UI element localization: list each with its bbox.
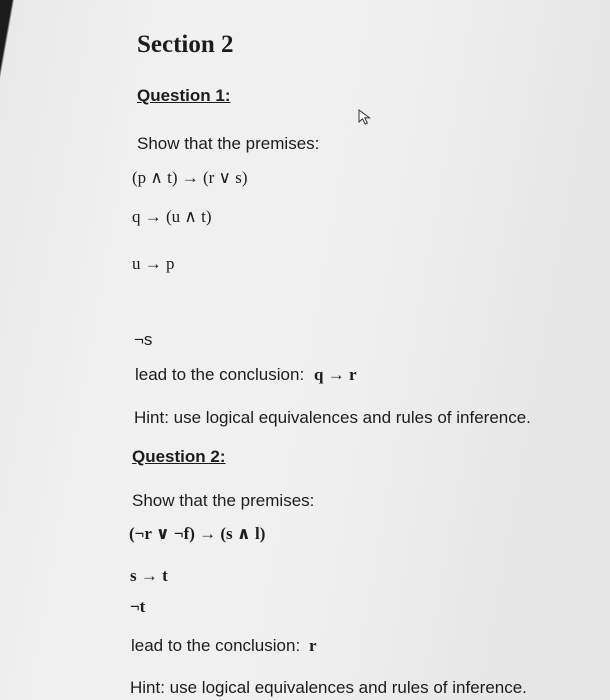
question-1-conclusion-label: lead to the conclusion: xyxy=(135,365,305,384)
question-2-conclusion-label: lead to the conclusion: xyxy=(131,636,301,655)
question-1-hint: Hint: use logical equivalences and rules of inference. xyxy=(134,408,531,427)
question-2-heading: Question 2: xyxy=(132,447,226,466)
section-title: Section 2 xyxy=(137,31,234,58)
question-1-intro: Show that the premises: xyxy=(137,134,320,153)
question-1-premise-1: (p ∧ t) → (r ∨ s) xyxy=(132,168,248,187)
document-page xyxy=(14,0,610,700)
question-2-intro: Show that the premises: xyxy=(132,491,315,510)
question-1-heading: Question 1: xyxy=(137,86,231,105)
mouse-pointer-icon xyxy=(357,108,375,126)
question-1-premise-2: q → (u ∧ t) xyxy=(132,207,212,226)
question-2-premise-1: (¬r ∨ ¬f) → (s ∧ l) xyxy=(129,524,266,543)
question-1-conclusion: q → r xyxy=(314,365,357,384)
question-2-premise-3: ¬t xyxy=(130,597,146,616)
question-2-hint: Hint: use logical equivalences and rules of inference. xyxy=(130,678,527,697)
question-1-premise-3: u → p xyxy=(132,254,175,273)
question-2-conclusion: r xyxy=(309,636,317,655)
question-2-premise-2: s → t xyxy=(130,566,168,585)
question-1-premise-4: ¬s xyxy=(134,330,153,349)
